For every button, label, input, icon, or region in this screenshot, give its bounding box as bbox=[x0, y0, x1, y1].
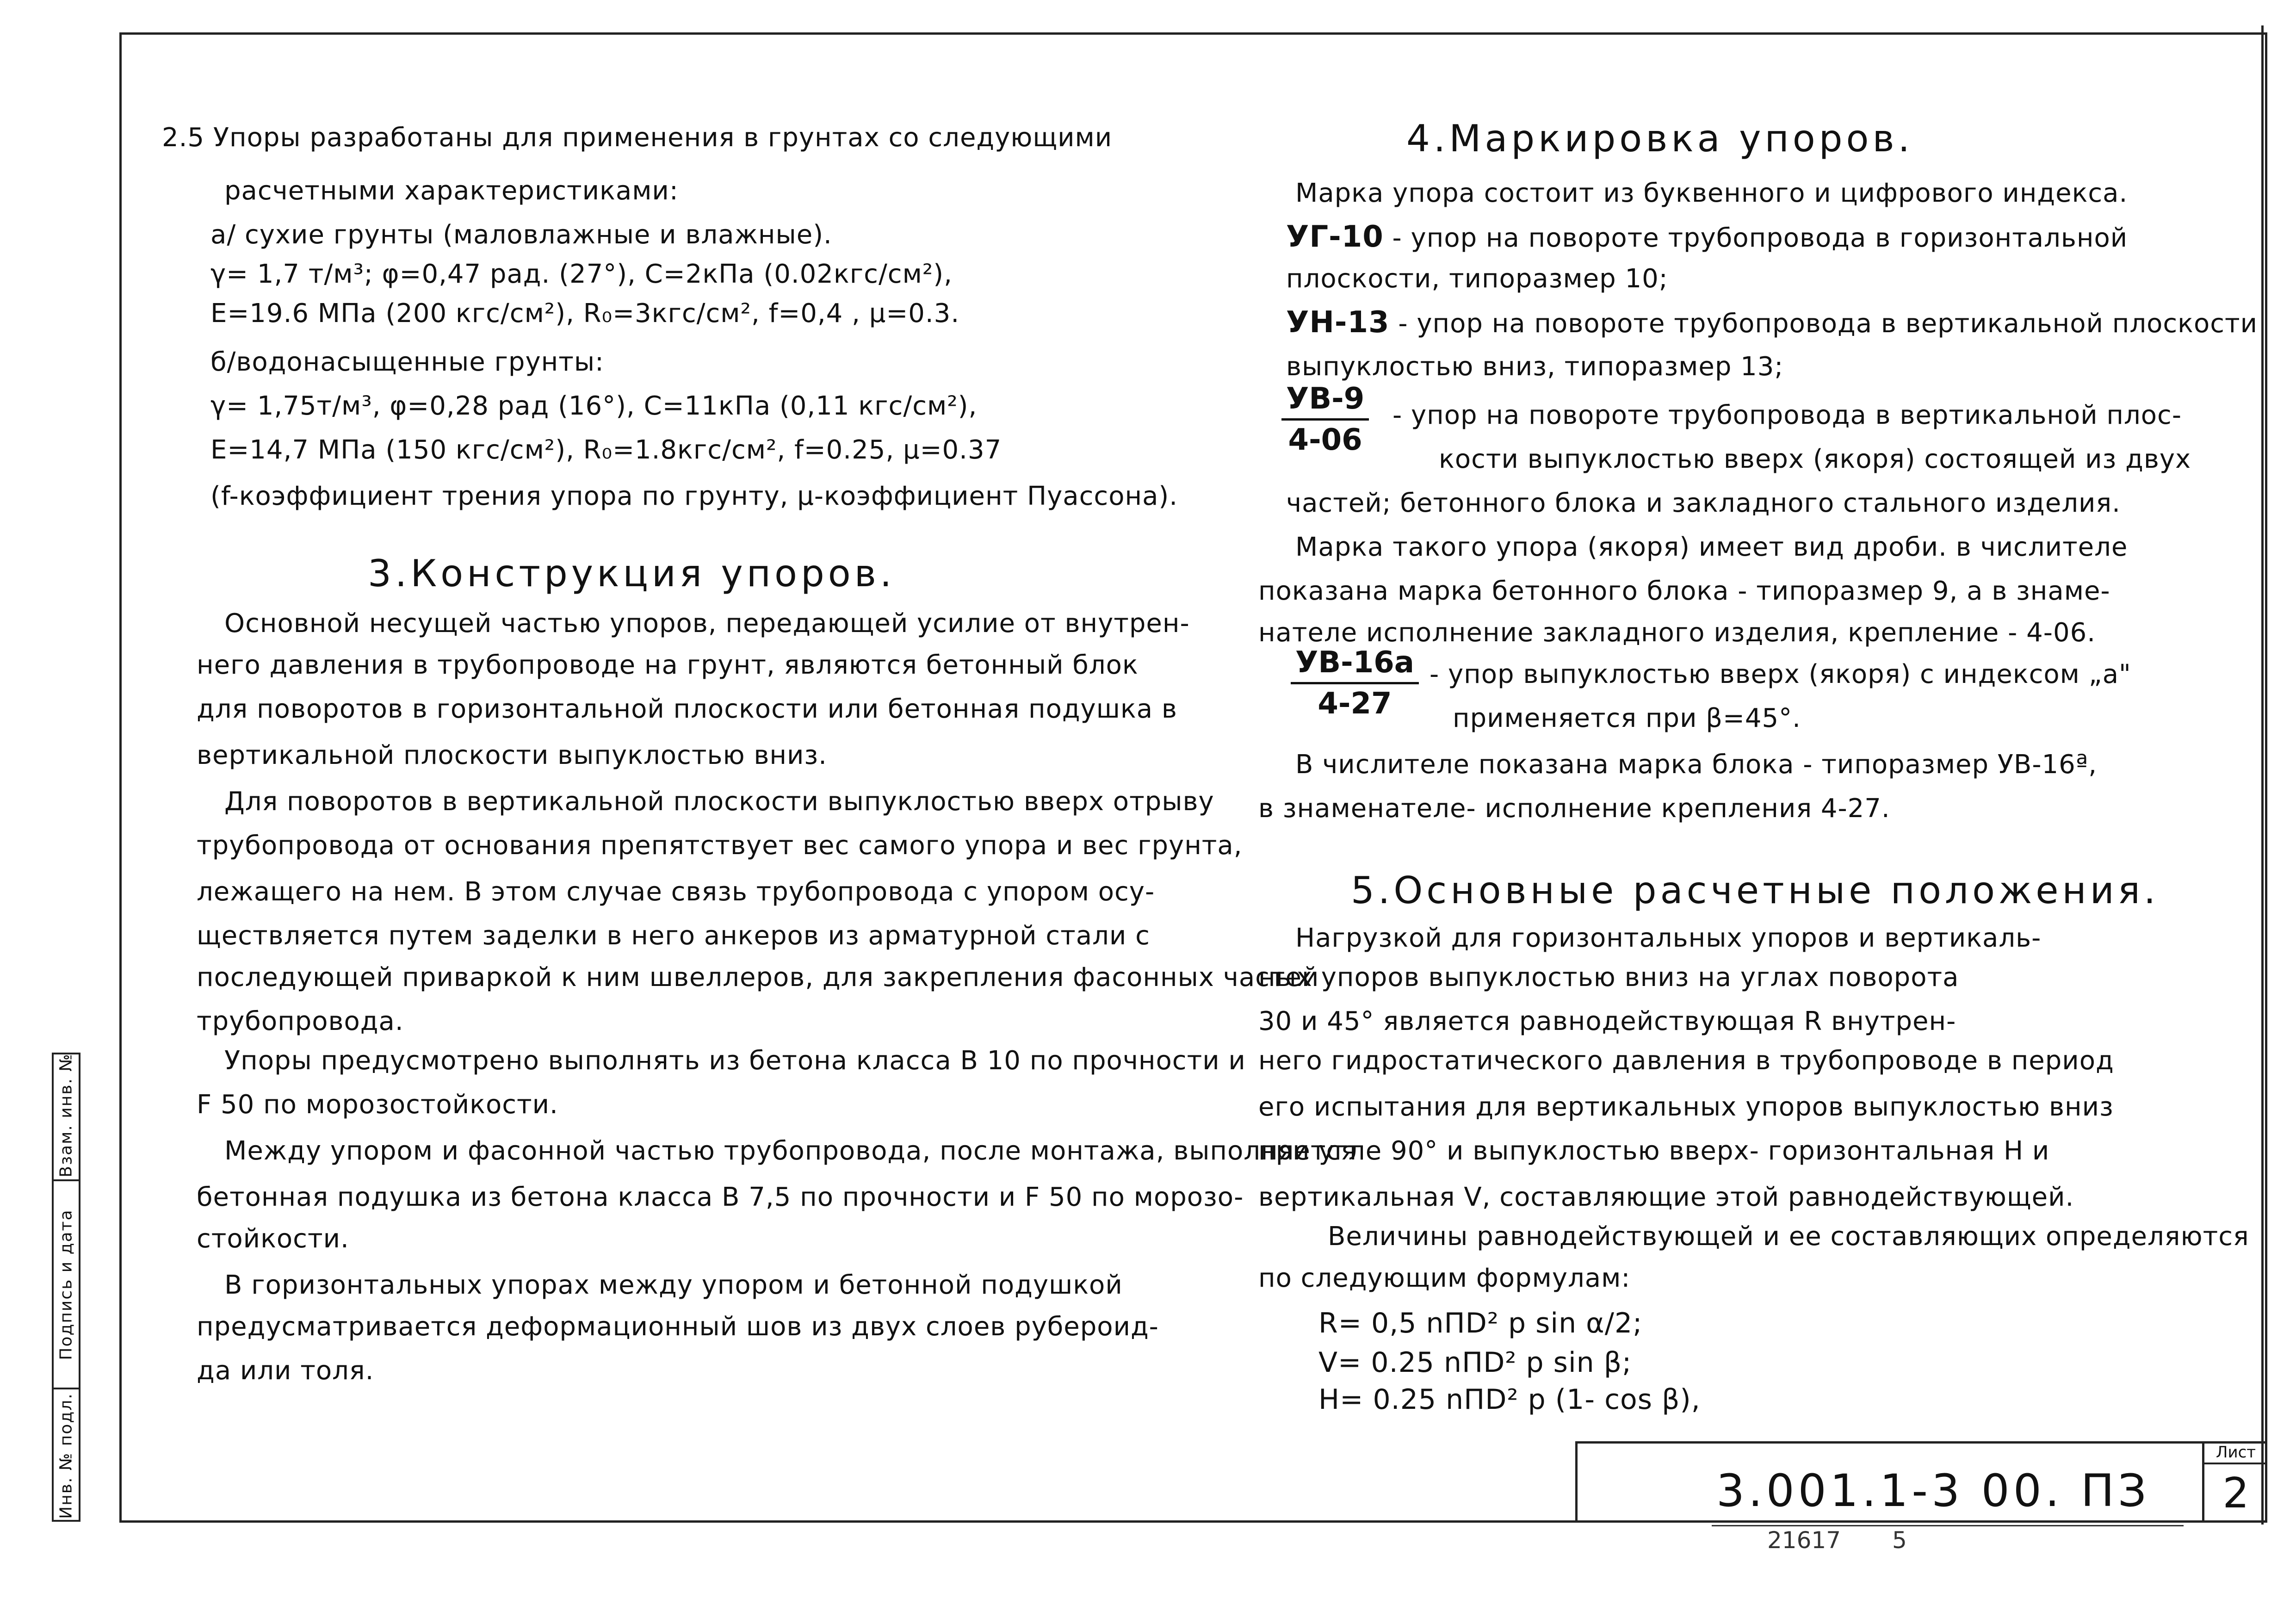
s5-line-2: ных упоров выпуклостью вниз на углах поворота bbox=[1258, 962, 1959, 992]
s5-line-5: его испытания для вертикальных упоров выпуклостью вниз bbox=[1258, 1092, 2114, 1122]
s4-line-uv9: - упор на повороте трубопровода в вертикальной плос- bbox=[1392, 400, 2182, 430]
side-stamp-cell-signature bbox=[54, 1179, 79, 1388]
s4-line-5: выпуклостью вниз, типоразмер 13; bbox=[1286, 352, 1784, 382]
s25-line-3: а/ сухие грунты (маловлажные и влажные). bbox=[210, 220, 832, 250]
fraction-uv-16a-numerator: УВ-16а bbox=[1291, 648, 1419, 684]
fraction-uv-9-numerator: УВ-9 bbox=[1281, 384, 1369, 421]
sheet-label: Лист bbox=[2204, 1441, 2267, 1464]
side-stamp-replacement-label: Взам. инв. № bbox=[56, 1053, 76, 1178]
s25-line-4: γ= 1,7 т/м³; φ=0,47 рад. (27°), С=2кПа (0.02кгс/см²), bbox=[210, 259, 953, 289]
footer-page: 5 bbox=[1892, 1527, 1907, 1554]
s4-line-10: показана марка бетонного блока - типоразмер 9, а в знаме- bbox=[1258, 576, 2110, 606]
section-4-heading: 4.Маркировка упоров. bbox=[1406, 117, 1914, 160]
s25-line-9: (f-коэффициент трения упора по грунту, μ-коэффициент Пуассона). bbox=[210, 481, 1178, 511]
s5-line-7: вертикальная V, составляющие этой равнодействующей. bbox=[1258, 1182, 2074, 1212]
s3-line-17: предусматривается деформационный шов из двух слоев рубероид- bbox=[197, 1312, 1159, 1342]
s3-line-7: лежащего на нем. В этом случае связь трубопровода с упором осу- bbox=[197, 877, 1155, 907]
sheet-number: 2 bbox=[2222, 1469, 2249, 1518]
s5-line-1: Нагрузкой для горизонтальных упоров и вертикаль- bbox=[1295, 923, 2042, 953]
side-stamp-cell-replacement bbox=[54, 1053, 79, 1178]
s4-line-uv16: - упор выпуклостью вверх (якоря) с индексом „а" bbox=[1430, 659, 2131, 689]
s3-line-16: В горизонтальных упорах между упором и бетонной подушкой bbox=[224, 1270, 1123, 1300]
s3-line-5: Для поворотов в вертикальной плоскости выпуклостью вверх отрыву bbox=[224, 787, 1214, 817]
s3-line-8: ществляется путем заделки в него анкеров из арматурной стали с bbox=[197, 921, 1150, 951]
s3-line-9: последующей приваркой к ним швеллеров, для закрепления фасонных частей bbox=[197, 962, 1319, 992]
s5-line-6: при угле 90° и выпуклостью вверх- горизонтальная Н и bbox=[1258, 1136, 2050, 1166]
title-block-underline bbox=[1712, 1525, 2184, 1526]
footer-number: 21617 bbox=[1767, 1527, 1841, 1554]
s4-line-8: частей; бетонного блока и закладного стального изделия. bbox=[1286, 488, 2121, 518]
section-3-heading: 3.Конструкция упоров. bbox=[368, 552, 896, 595]
s25-line-1: 2.5 Упоры разработаны для применения в грунтах со следующими bbox=[162, 123, 1113, 153]
s4-line-uh bbox=[1286, 305, 2258, 340]
side-stamp bbox=[52, 1053, 80, 1522]
s3-line-18: да или толя. bbox=[197, 1356, 374, 1386]
title-block bbox=[1575, 1441, 2267, 1523]
s3-line-6: трубопровода от основания препятствует вес самого упора и вес грунта, bbox=[197, 831, 1243, 861]
mark-uh-13: УН-13 bbox=[1286, 305, 1390, 340]
fraction-uv-16a-denominator: 4-27 bbox=[1318, 687, 1392, 721]
s3-line-2: него давления в трубопроводе на грунт, являются бетонный блок bbox=[197, 650, 1139, 680]
s4-line-13: применяется при β=45°. bbox=[1453, 703, 1801, 733]
s3-line-14: бетонная подушка из бетона класса В 7,5 по прочности и F 50 по морозо- bbox=[197, 1182, 1244, 1212]
s5-line-9: по следующим формулам: bbox=[1258, 1263, 1631, 1293]
frame-edge-line bbox=[2261, 25, 2264, 1525]
section-5-heading: 5.Основные расчетные положения. bbox=[1351, 869, 2160, 912]
s3-line-11: Упоры предусмотрено выполнять из бетона класса В 10 по прочности и bbox=[224, 1046, 1246, 1076]
s3-line-3: для поворотов в горизонтальной плоскости или бетонная подушка в bbox=[197, 694, 1177, 724]
s3-line-4: вертикальной плоскости выпуклостью вниз. bbox=[197, 740, 827, 770]
side-stamp-inventory-label: Инв. № подл. bbox=[56, 1392, 76, 1519]
fraction-uv-9 bbox=[1281, 384, 1369, 455]
fraction-uv-9-denominator: 4-06 bbox=[1288, 423, 1362, 457]
document-code: 3.001.1-3 00. ПЗ bbox=[1716, 1465, 2150, 1517]
formula-r: R= 0,5 nПD² p sin α/2; bbox=[1318, 1307, 1643, 1339]
mark-uh-13-text: - упор на повороте трубопровода в вертикальной плоскости bbox=[1389, 309, 2258, 339]
s5-line-3: 30 и 45° является равнодействующая R внутрен- bbox=[1258, 1006, 1956, 1036]
mark-ug-10-text: - упор на повороте трубопровода в горизонтальной bbox=[1383, 223, 2128, 253]
fraction-uv-16a bbox=[1291, 645, 1419, 721]
s4-line-11: нателе исполнение закладного изделия, крепление - 4-06. bbox=[1258, 618, 2096, 648]
s25-line-5: Е=19.6 МПа (200 кгс/см²), R₀=3кгс/см², f=0,4 , μ=0.3. bbox=[210, 298, 960, 329]
mark-ug-10: УГ-10 bbox=[1286, 220, 1384, 254]
formula-h: H= 0.25 nПD² p (1- cos β), bbox=[1318, 1383, 1701, 1416]
s3-line-12: F 50 по морозостойкости. bbox=[197, 1090, 558, 1120]
s3-line-13: Между упором и фасонной частью трубопровода, после монтажа, выполняется bbox=[224, 1136, 1357, 1166]
s5-line-4: него гидростатического давления в трубопроводе в период bbox=[1258, 1046, 2114, 1076]
side-stamp-signature-label: Подпись и дата bbox=[56, 1209, 76, 1360]
sheet-box bbox=[2202, 1441, 2267, 1523]
s4-line-14: В числителе показана марка блока - типоразмер УВ-16ª, bbox=[1295, 750, 2097, 780]
s3-line-15: стойкости. bbox=[197, 1224, 349, 1254]
s25-line-6: б/водонасыщенные грунты: bbox=[210, 347, 604, 377]
s4-line-15: в знаменателе- исполнение крепления 4-27. bbox=[1258, 793, 1890, 824]
formula-v: V= 0.25 nПD² p sin β; bbox=[1318, 1346, 1632, 1379]
s4-line-1: Марка упора состоит из буквенного и цифрового индекса. bbox=[1295, 178, 2128, 208]
s5-line-8: Величины равнодействующей и ее составляющих определяются bbox=[1328, 1221, 2249, 1252]
side-stamp-cell-inventory bbox=[54, 1388, 79, 1522]
s3-line-10: трубопровода. bbox=[197, 1006, 404, 1036]
s25-line-7: γ= 1,75т/м³, φ=0,28 рад (16°), С=11кПа (0,11 кгс/см²), bbox=[210, 391, 978, 421]
s4-line-9: Марка такого упора (якоря) имеет вид дроби. в числителе bbox=[1295, 532, 2128, 562]
s4-line-3: плоскости, типоразмер 10; bbox=[1286, 264, 1668, 294]
s4-line-7: кости выпуклостью вверх (якоря) состоящей из двух bbox=[1439, 444, 2191, 474]
s25-line-8: Е=14,7 МПа (150 кгс/см²), R₀=1.8кгс/см², f=0.25, μ=0.37 bbox=[210, 435, 1002, 465]
s4-line-ug bbox=[1286, 222, 2128, 252]
s25-line-2: расчетными характеристиками: bbox=[224, 176, 679, 206]
s3-line-1: Основной несущей частью упоров, передающей усилие от внутрен- bbox=[224, 608, 1190, 638]
